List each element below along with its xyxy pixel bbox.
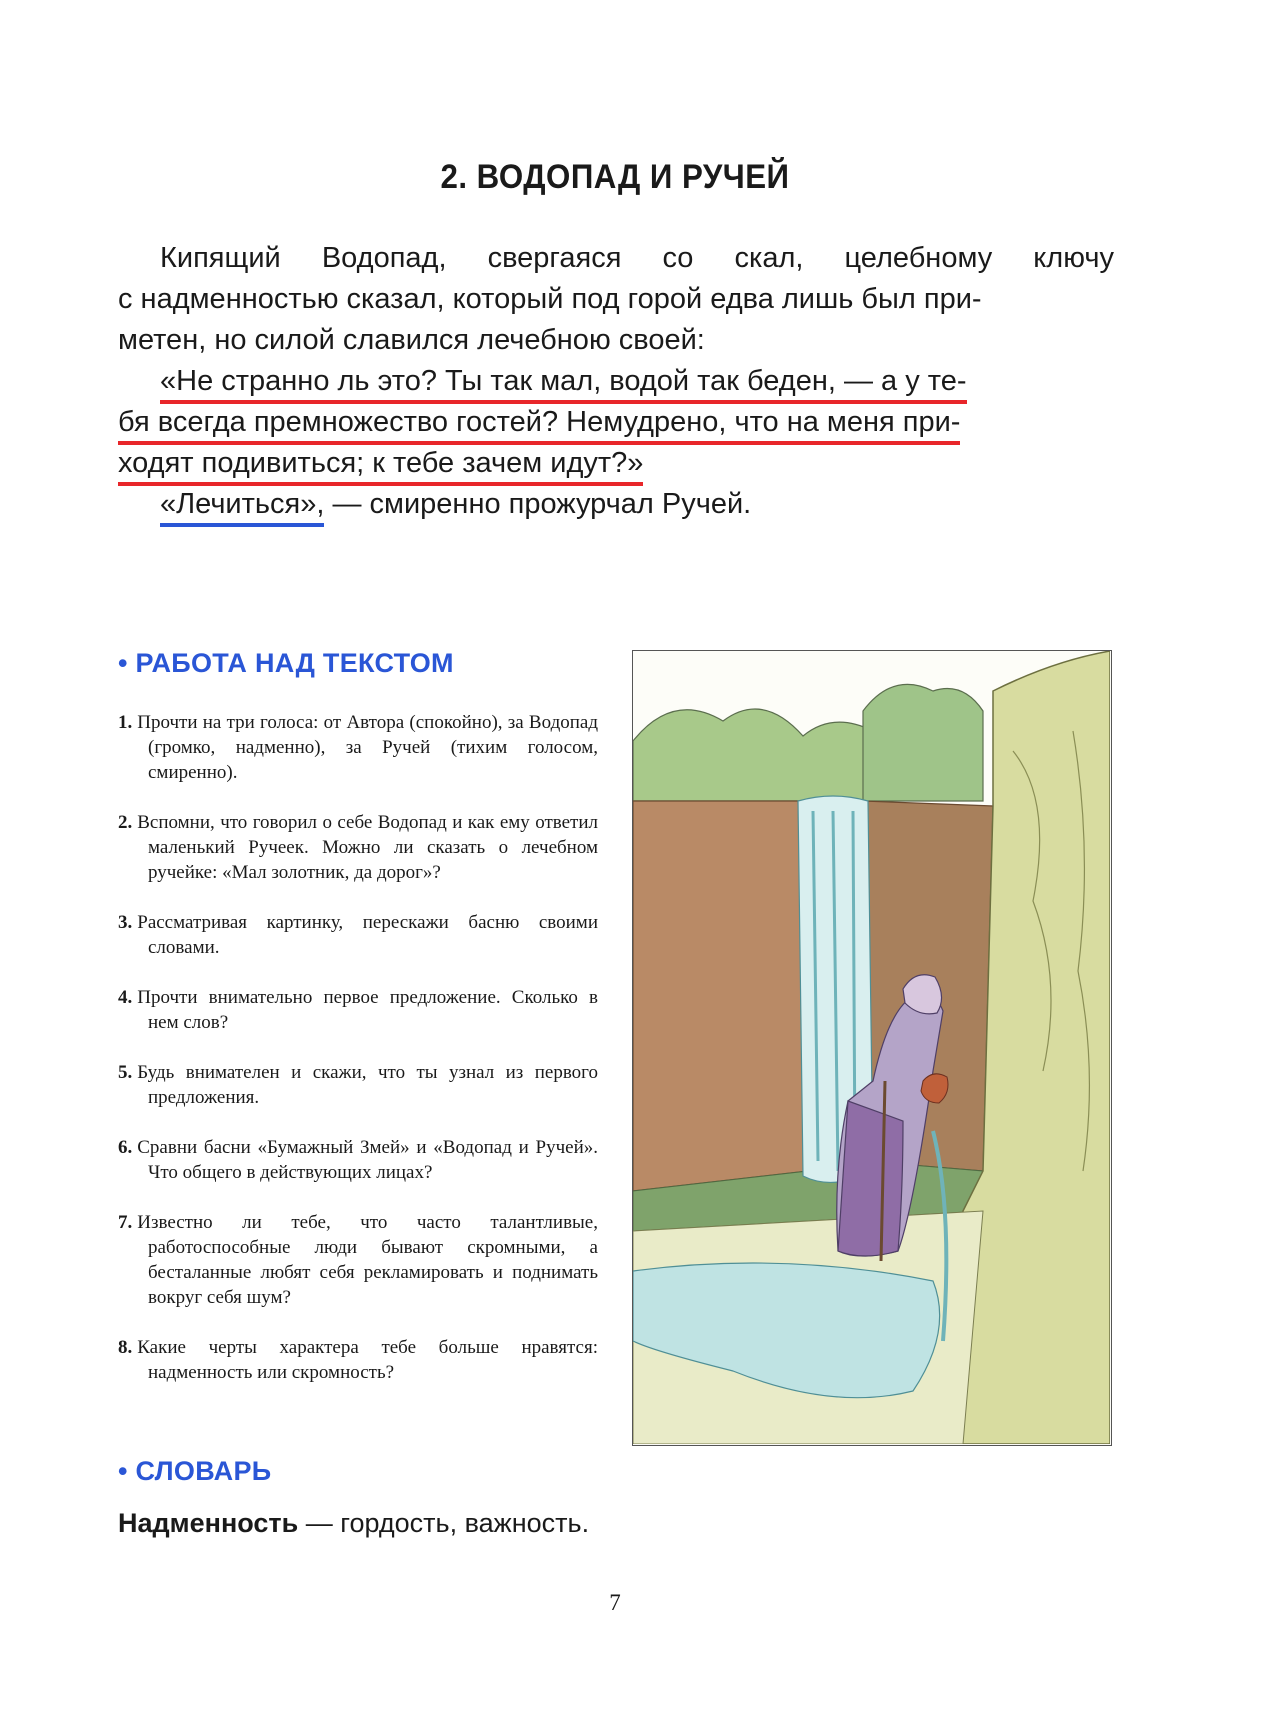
waterfall-illustration-image [633,651,1110,1444]
task-number: 3. [118,912,133,933]
task-item [118,1210,598,1310]
task-text: Известно ли тебе, что часто талантливые, работоспособные люди бывают скромными, а бесталанные любят себя рекламировать и поднимать вокруг себя шум? [137,1212,598,1308]
fable-line-3: метен, но силой славился лечебною своей: [118,324,705,356]
task-text: Прочти на три голоса: от Автора (спокойно), за Водопад (громко, надменно), за Ручей (тихим голосом, смиренно). [137,712,598,783]
fable-line-1 [118,238,1114,279]
task-item [118,1060,598,1110]
answer-underline: «Лечиться», [160,488,324,527]
task-number: 6. [118,1137,133,1158]
fable-word: скал, [734,242,804,274]
task-number: 4. [118,987,133,1008]
task-number: 1. [118,712,133,733]
fable-word: ключу [1033,242,1114,274]
task-text: Сравни басни «Бумажный Змей» и «Водопад и Ручей». Что общего в действующих лицах? [137,1137,598,1183]
task-number: 7. [118,1212,133,1233]
task-item [118,910,598,960]
task-item [118,985,598,1035]
quote-underline: бя всегда премножество гостей? Немудрено, что на меня при- [118,406,960,445]
task-number: 8. [118,1337,133,1358]
vocab-entry [118,1508,589,1539]
task-item [118,1335,598,1385]
page-number: 7 [609,1590,621,1615]
fable-word: Водопад, [321,242,447,274]
task-list [118,710,598,1410]
task-text: Какие черты характера тебе больше нравятся: надменность или скромность? [137,1337,598,1383]
task-text: Будь внимателен и скажи, что ты узнал из первого предложения. [137,1062,598,1108]
fable-line-7-rest: — смиренно прожурчал Ручей. [324,488,752,520]
vocab-heading: • СЛОВАРЬ [118,1456,272,1486]
task-item [118,710,598,785]
fable-line-4 [118,361,1114,402]
task-text: Прочти внимательно первое предложение. Сколько в нем слов? [137,987,598,1033]
fable-word: свергаяся [487,242,622,274]
fable-word: со [662,242,694,274]
fable-word: Кипящий [160,242,281,274]
task-number: 5. [118,1062,133,1083]
work-heading: • РАБОТА НАД ТЕКСТОМ [118,648,454,678]
task-number: 2. [118,812,133,833]
task-text: Рассматривая картинку, перескажи басню своими словами. [137,912,598,958]
fable-line-6 [118,443,1114,484]
task-item [118,1135,598,1185]
quote-underline: ходят подивиться; к тебе зачем идут?» [118,447,643,486]
page-title: 2. ВОДОПАД И РУЧЕЙ [440,158,790,196]
task-text: Вспомни, что говорил о себе Водопад и как ему ответил маленький Ручеек. Можно ли сказать о лечебном ручейке: «Мал золотник, да дорог»? [137,812,598,883]
vocab-definition: — гордость, важность. [298,1508,590,1538]
task-item [118,810,598,885]
fable-line-5 [118,402,1114,443]
quote-underline: «Не странно ль это? Ты так мал, водой так беден, — а у те- [160,365,967,404]
vocab-term: Надменность [118,1508,299,1538]
illustration-waterfall [632,650,1112,1446]
fable-word: целебному [844,242,993,274]
fable-line-2: с надменностью сказал, который под горой едва лишь был при- [118,283,982,315]
fable-line-7 [118,484,1114,525]
fable-text [118,238,1114,525]
